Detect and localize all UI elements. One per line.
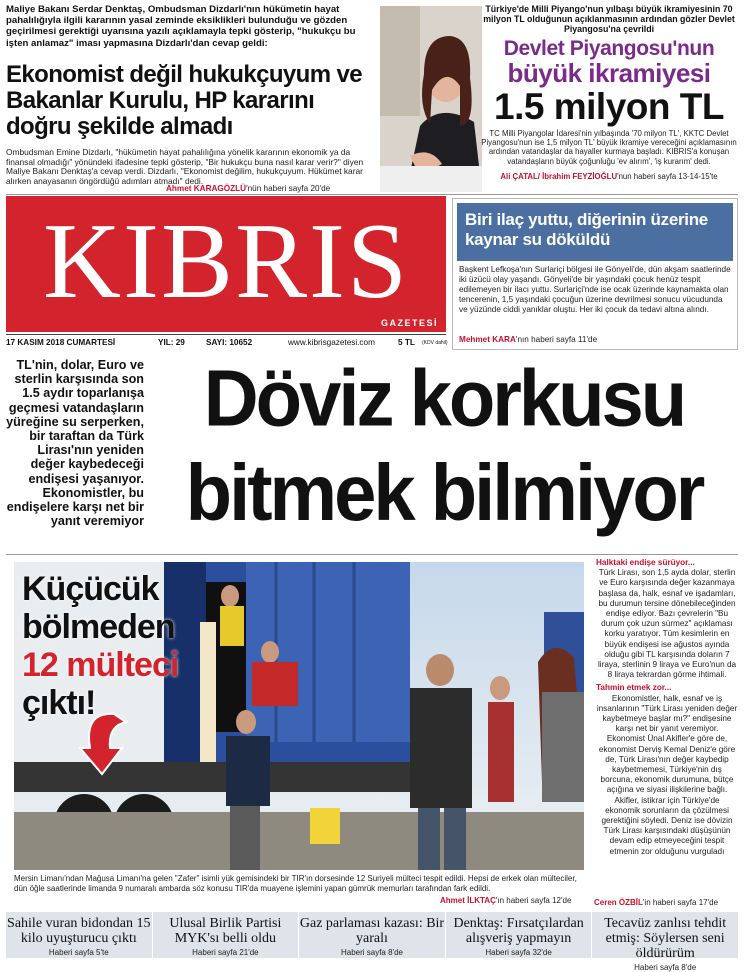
right-box-body: Başkent Lefkoşa'nın Surlariçi bölgesi ile Gönyeli'de, dün akşam saatlerinde iki üzücü olay yaşandı. Gönyeli'de bir yaşındaki çocuk henüz tespit edilemeyen bir ilacı yuttu. Surlariçi'nde ise ocak üzerinde kaynamakta olan tencerenin, 1,5 yaşındaki çocuğun üzerine devrilmesi sonucu vücudunda ve yüzünde ciddi yanıklar oluştu. Her iki çocuk da tedavi altına alındı. [459, 265, 731, 314]
issue-year: YIL: 29 [158, 338, 185, 347]
strip-page-ref: Haberi sayfa 32'de [485, 948, 552, 957]
newspaper-logo[interactable]: KIBRIS [42, 202, 410, 321]
photo-credit-name: Ahmet İLKTAÇ [440, 896, 496, 905]
top-right-credit [478, 172, 740, 181]
strip-page-ref: Haberi sayfa 8'de [340, 948, 403, 957]
main-headline-line-1: Döviz korkusu [203, 354, 685, 444]
top-right-kicker: Türkiye'de Milli Piyango'nun yılbaşı büyük ikramiyesinin 70 milyon TL olduğunun açıklanmasının ardından gözler Devlet Piyangosu'na çevrildi [483, 4, 735, 35]
strip-headline: Denktaş: Fırsatçılardan alışveriş yapmayın [453, 916, 584, 946]
right-column-subhead-2: Tahmin etmek zor... [596, 683, 672, 693]
photo-title-line-1: Küçücük [22, 570, 159, 608]
right-box-credit [459, 335, 597, 344]
newspaper-logo-subtitle: GAZETESİ [380, 318, 438, 328]
top-right-body: TC Milli Piyangolar İdaresi'nin yılbaşında '70 milyon TL', KKTC Devlet Piyangosu'nun ise 1,5 milyon TL' büyük ikramiye vereceğini açıklamasının ardından vatandaşlar da hayaller kurmaya başladı. KIBRIS'a konuşan vatandaşların büyük çoğunluğu 'ev alırım', 'iş kurarım' dedi. [481, 128, 737, 166]
right-column-credit-rest: 'in haberi sayfa 17'de [642, 898, 719, 907]
top-right-credit-name: Ali ÇATAL/ İbrahim FEYZİOĞLU [500, 172, 618, 182]
top-left-headline[interactable]: Ekonomist değil hukukçuyum ve Bakanlar Kurulu, HP kararını doğru şekilde almadı [6, 61, 363, 140]
strip-page-ref: Haberi sayfa 21'de [192, 948, 259, 957]
strip-item[interactable] [153, 912, 300, 958]
right-column-credit [594, 898, 718, 907]
photo-title-line-3: 12 mülteci [22, 646, 179, 684]
strip-headline: Tecavüz zanlısı tehdit etmiş: Söylersen seni öldürürüm [604, 916, 727, 961]
photo-title-line-2: bölmeden [22, 608, 175, 646]
right-box-headline[interactable]: Biri ilaç yuttu, diğerinin üzerine kaynar su döküldü [457, 203, 733, 261]
strip-page-ref: Haberi sayfa 5'te [48, 948, 109, 957]
main-headline[interactable] [150, 352, 738, 541]
main-headline-line-2: bitmek bilmiyor [185, 448, 703, 538]
top-right-headline-3[interactable]: 1.5 milyon TL [494, 85, 724, 127]
photo-title-line-4: çıktı! [22, 684, 96, 722]
top-left-credit-rest: 'nün haberi sayfa 20'de [246, 184, 331, 193]
top-left-kicker: Maliye Bakanı Serdar Denktaş, Ombudsman Dizdarlı'nın hükümetin hayat pahalılığıyla ilgili kararının yasal zeminde eksiklikleri bulunduğu ve gözden geçirilmesi gerektiği uyarısına yazılı açıklamayla tepki gösterip, "hukukçu bu işten anlamaz" iması yapmasına Dizdarlı'dan cevap geldi: [6, 4, 356, 49]
issue-price: 5 TL [398, 338, 415, 347]
ombudsman-photo [380, 6, 482, 192]
divider [6, 194, 738, 195]
bottom-news-strip [6, 912, 738, 972]
right-column [596, 558, 738, 857]
right-column-paragraph-2: Ekonomistler, halk, esnaf ve iş insanlarının "Türk Lirası yeniden değer kaybetmeye başlar mı?" endişesine karşı net bir yanıt veremiyor. Ekonomist Ünal Akifler'e göre de, ekonomist Derviş Kemal Deniz'e göre de, Türk Lirası'nın değer kaybedip kaybetmemesi, Türkiye'nin dış borcuna, ekonomik durumuna, bütçe açığına ve siyasi ilişkilerine bağlı. Akifler, istikrar için Türkiye'de ekonomik sorunların da çözülmesi gerektiğini söyledi. Deniz ise dövizin Türk Lirası karşısındaki düşüşünün devam edip etmeyeceğini tespit etmenin zor olduğunu vurguladı [596, 693, 738, 856]
main-lede: TL'nin, dolar, Euro ve sterlin karşısında son 1.5 aydır toparlanışa geçmesi vatandaşların yüreğine su serperken, bir taraftan da Türk Lirası'nın yeniden değer kaybedeceği endişesi yaşanıyor. Ekonomistler, bu endişelere karşı net bir yanıt veremiyor [6, 358, 144, 529]
top-right-story [478, 4, 740, 192]
strip-headline: Gaz parlaması kazası: Bir yaralı [299, 916, 445, 946]
strip-item[interactable] [6, 912, 153, 958]
right-column-paragraph-1: Türk Lirası, son 1,5 ayda dolar, sterlin ve Euro karşısında değer kazanmaya başlasa da, halk, esnaf ve işadamları, bu durumun tersine dönebileceğinden endişe ediyor. Bazı çevrelerin "Bu durum çok uzun sürmez" açıklaması korku yaratıyor. Tüm kesimlerin en büyük endişesi ise ağustos ayında olduğu gibi TL karşısında doların 7 liraya, sterlinin 9 liraya ve Euro'nun da 8 liraya tekrardan görme ihtimali. [597, 568, 737, 680]
top-left-story [6, 4, 474, 192]
right-column-subhead-1: Halktaki endişe sürüyor... [596, 558, 695, 567]
photo-credit [440, 896, 571, 905]
issue-price-note: (KDV dahil) [422, 339, 448, 346]
top-right-headline-1[interactable]: Devlet Piyangosu'nun [503, 36, 715, 60]
strip-item[interactable] [446, 912, 593, 958]
strip-item[interactable] [592, 912, 738, 972]
masthead [6, 196, 446, 332]
right-box-credit-name: Mehmet KARA [459, 335, 516, 344]
strip-page-ref: Haberi sayfa 8'de [634, 963, 697, 972]
photo-credit-rest: 'ın haberi sayfa 12'de [495, 896, 572, 905]
divider [6, 554, 738, 555]
strip-item[interactable] [299, 912, 446, 958]
top-left-credit-name: Ahmet KARAGÖZLÜ [166, 184, 247, 193]
strip-headline: Ulusal Birlik Partisi MYK'sı belli oldu [169, 916, 282, 946]
top-left-body: Ombudsman Emine Dizdarlı, "hükümetin hayat pahalılığına yönelik kararının ekonomik ya da finansal olmadığı" yönündeki ifadesine tepki gösterip, "Bir hukukçu buna nasıl karar verir?" diyen Maliye Bakanı Denktaş'a cevap verdi. Dizdarlı, "Ekonomist değilim, hukukçuyum. Hükümet karar alırken anayasanın öngördüğü adımları atmadı" dedi. [6, 147, 364, 186]
right-news-box [452, 198, 738, 350]
dateline [6, 334, 446, 350]
strip-headline: Sahile vuran bidondan 15 kilo uyuşturucu çıktı [7, 916, 151, 946]
top-right-credit-rest: 'nun haberi sayfa 13-14-15'te [617, 172, 718, 182]
right-box-credit-rest: 'nın haberi sayfa 11'de [515, 335, 598, 344]
photo-caption: Mersin Limanı'ndan Mağusa Limanı'na gelen "Zafer" isimli yük gemisindeki bir TIR'ın dorsesinde 12 Suriyeli mülteci tespit edildi. Hepsi de erkek olan mülteciler, dün öğle saatlerinde limanda 9 numaralı ambarda söz konusu TIR'da muayene işlemini yapan gümrük memurları tarafından fark edildi. [14, 874, 577, 893]
issue-number: SAYI: 10652 [206, 338, 253, 347]
right-column-credit-name: Ceren ÖZBİL [594, 898, 643, 907]
issue-date: 17 KASIM 2018 CUMARTESİ [6, 338, 116, 347]
photo-story-title[interactable] [22, 570, 178, 722]
top-right-headline-2[interactable]: büyük ikramiyesi [507, 57, 711, 88]
website-link[interactable]: www.kibrisgazetesi.com [288, 338, 375, 347]
top-left-credit [166, 184, 330, 193]
